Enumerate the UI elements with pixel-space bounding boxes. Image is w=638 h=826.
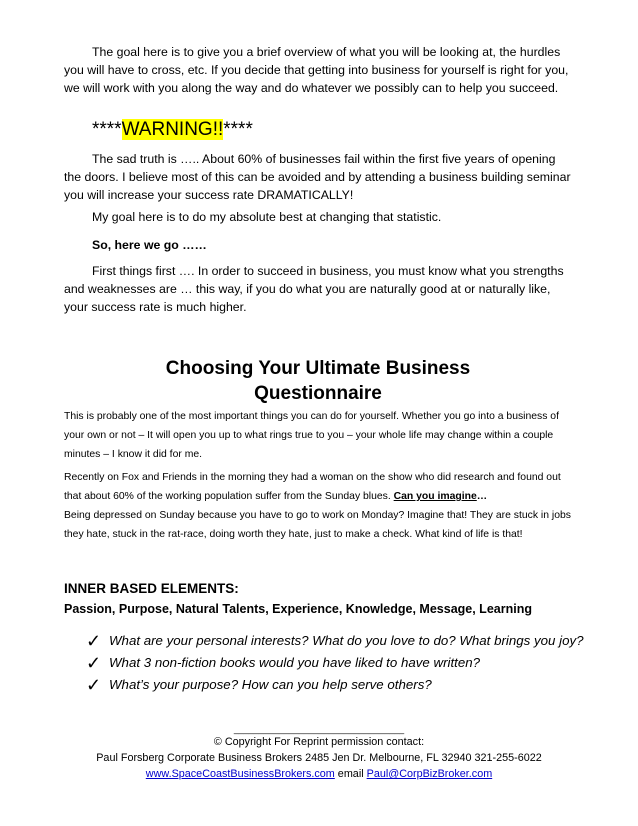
sunday-blues-text: Recently on Fox and Friends in the morning they had a woman on the show who did research and found out that about 60% of the working population suffer from the Sunday blues. bbox=[64, 472, 561, 502]
intro-paragraph-first-things: First things first …. In order to succeed in business, you must know what you strengths and weaknesses are … this way, if you do what you are naturally good at or naturally like, your success rate is much higher. bbox=[64, 264, 564, 314]
footer-rule: __________________________________ bbox=[233, 724, 405, 734]
can-you-imagine-emphasis: Can you imagine bbox=[393, 491, 477, 502]
footer-address: Paul Forsberg Corporate Business Brokers 2485 Jen Dr. Melbourne, FL 32940 321-255-6022 bbox=[96, 752, 542, 764]
questionnaire-title-line2: Questionnaire bbox=[254, 383, 382, 404]
intro-paragraph-goal-statistic: My goal here is to do my absolute best at changing that statistic. bbox=[92, 210, 442, 224]
questionnaire-title bbox=[64, 356, 572, 406]
website-link[interactable]: www.SpaceCoastBusinessBrokers.com bbox=[145, 768, 335, 780]
list-item bbox=[86, 652, 584, 674]
intro-paragraph-here-we-go: So, here we go …… bbox=[92, 238, 207, 252]
list-item bbox=[86, 674, 584, 696]
checkmark-icon: ✓ bbox=[86, 631, 102, 651]
footer-copyright: © Copyright For Reprint permission contact: bbox=[213, 736, 425, 748]
list-item-text: What are your personal interests? What do you love to do? What brings you joy? bbox=[109, 633, 584, 648]
list-item-text: What 3 non-fiction books would you have liked to have written? bbox=[109, 655, 481, 670]
warning-line bbox=[92, 118, 253, 142]
checkmark-icon: ✓ bbox=[86, 675, 102, 695]
checkmark-icon: ✓ bbox=[86, 653, 102, 673]
warning-suffix: **** bbox=[223, 119, 253, 140]
list-item bbox=[86, 630, 584, 652]
sunday-blues-rest: Being depressed on Sunday because you have to go to work on Monday? Imagine that! They are stuck in jobs they hate, stuck in the rat-race, doing worth they hate, just to make a check. What kind of life is that! bbox=[64, 510, 571, 540]
questionnaire-title-line1: Choosing Your Ultimate Business bbox=[165, 358, 471, 379]
warning-highlight: WARNING!! bbox=[121, 119, 224, 140]
list-item-text: What’s your purpose? How can you help serve others? bbox=[109, 677, 432, 692]
questionnaire-paragraph-intro: This is probably one of the most important things you can do for yourself. Whether you go into a business of your own or not – It will open you up to what rings true to you – your whole life may change within a couple minutes – I know it did for me. bbox=[64, 411, 559, 460]
emphasis-ellipsis: … bbox=[476, 491, 488, 502]
email-label: email bbox=[334, 768, 367, 780]
footer-links bbox=[0, 766, 638, 782]
page-footer bbox=[0, 724, 638, 782]
inner-questions-list bbox=[86, 630, 584, 696]
intro-paragraph-goal: The goal here is to give you a brief overview of what you will be looking at, the hurdles you will have to cross, etc. If you decide that getting into business for yourself is right for you, we will work with you along the way and do whatever we possibly can to help you succeed. bbox=[64, 45, 569, 95]
inner-elements-heading: INNER BASED ELEMENTS: bbox=[64, 581, 239, 596]
questionnaire-paragraph-sunday-blues bbox=[64, 468, 576, 544]
intro-paragraph-sad-truth: The sad truth is ….. About 60% of businesses fail within the first five years of opening the doors. I believe most of this can be avoided and by attending a business building seminar you will increase your success rate DRAMATICALLY! bbox=[64, 152, 571, 202]
inner-elements-subheading: Passion, Purpose, Natural Talents, Experience, Knowledge, Message, Learning bbox=[64, 602, 532, 616]
email-link[interactable]: Paul@CorpBizBroker.com bbox=[366, 768, 493, 780]
warning-prefix: **** bbox=[92, 119, 122, 140]
